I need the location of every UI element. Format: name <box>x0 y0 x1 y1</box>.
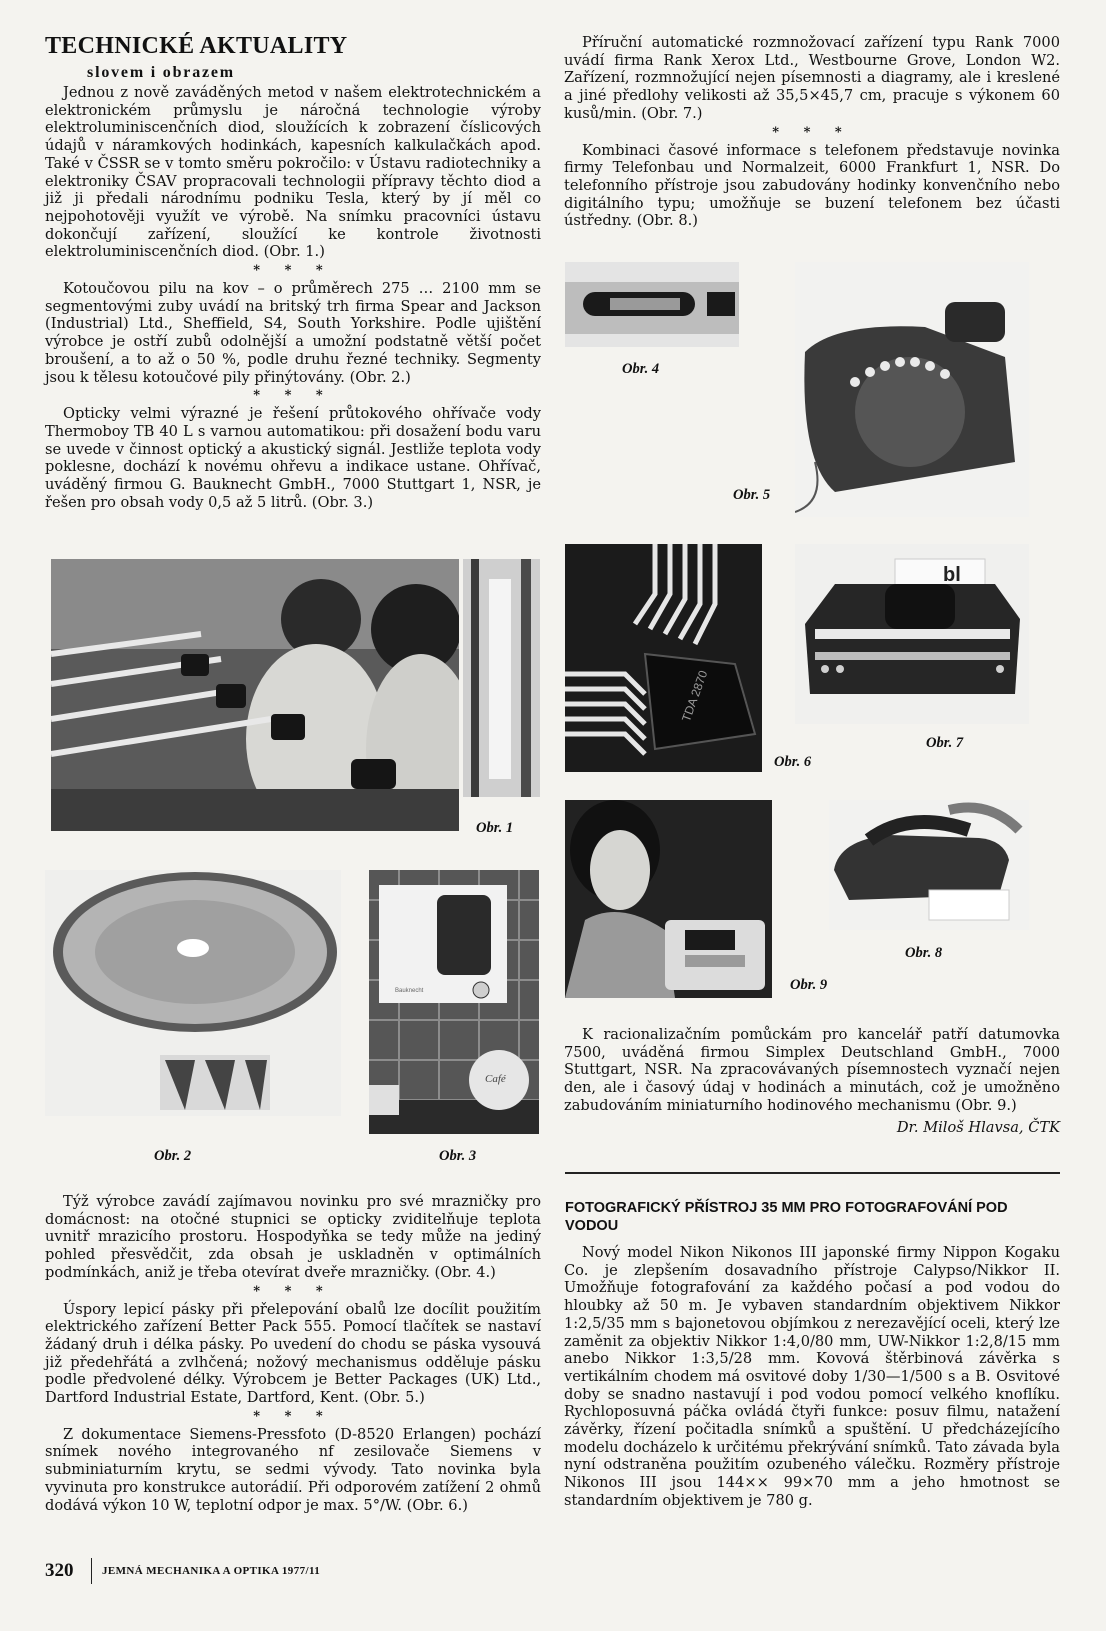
pot-label: Café <box>485 1073 506 1085</box>
page-title: TECHNICKÉ AKTUALITY <box>45 33 348 59</box>
caption-obr3: Obr. 3 <box>439 1148 477 1164</box>
caption-obr9: Obr. 9 <box>790 977 828 993</box>
right-column-datumovka <box>564 1026 1060 1136</box>
separator-stars: * * * <box>253 388 333 404</box>
photo-circular-saw <box>45 870 341 1116</box>
separator-stars: * * * <box>253 1408 333 1424</box>
article-clock-telephone: Kombinaci časové informace s telefonem představuje novinka firmy Telefonbau und Normalzeit, 6000 Frankfurt 1, NSR. Do telefonního přístroje jsou zabudovány hodinky konvenčního nebo digitálního typu; umožňuje se buzení telefonem bez účasti ústředny. (Obr. 8.) <box>564 141 1060 230</box>
caption-obr7: Obr. 7 <box>926 735 964 751</box>
caption-obr4: Obr. 4 <box>622 361 660 377</box>
page-subtitle: slovem i obrazem <box>87 64 235 81</box>
article-heading-nikonos: FOTOGRAFICKÝ PŘÍSTROJ 35 MM PRO FOTOGRAFOVÁNÍ POD VODOU <box>565 1200 1008 1234</box>
photo-lab-workers <box>51 559 459 831</box>
right-column-text <box>564 34 1060 230</box>
photo-tape-dispenser <box>795 262 1029 517</box>
article-tape-dispenser: Úspory lepicí pásky při přelepování obalů lze docílit použitím elektrického zařízení Better Pack 555. Pomocí tlačítek se nastaví žádaný druh i délka pásky. Po uvedení do chodu se páska vysouvá již předehřátá a zvlhčená; nožový mechanismus odděluje pásku podle předvolené délky. Výrobcem je Better Packages (UK) Ltd., Dartford Industrial Estate, Dartford, Kent. (Obr. 5.) <box>45 1300 541 1407</box>
photo-clock-telephone <box>829 800 1029 930</box>
article-author: Dr. Miloš Hlavsa, ČTK <box>896 1118 1060 1136</box>
photo-water-heater <box>369 870 539 1134</box>
section-divider <box>565 1172 1060 1174</box>
separator-stars: * * * <box>772 124 852 140</box>
article-nikonos: Nový model Nikon Nikonos III japonské firmy Nippon Kogaku Co. je zlepšením dosavadního přístroje Calypso/Nikkor II. Umožňuje fotografování za každého počasí a pod vodou do hloubky až 50 m. Je vybaven standardním objektivem Nikkor 1:2,5/35 mm s bajonetovou objímkou z nerezavějící oceli, který lze zaměnit za objektiv Nikkor 1:4,0/80 mm, UW-Nikkor 1:2,8/15 mm anebo Nikkor 1:3,5/28 mm. Kovová štěrbinová závěrka s vertikálním chodem má osvitové doby 1/30—1/500 s a B. Osvitové doby se snadno nastavují i pod vodou pomocí velkého knoflíku. Rychloposuvná páčka ovládá čtyři funkce: posuv filmu, natažení závěrky, řízení počitadla snímků a spuštění. U předcházejícího modelu docházelo k určitému překrývání snímků. Tato závada byla nyní odstraněna použitím ozubeného válečku. Rozměry přístroje Nikonos III jsou 144×× 99×70 mm a jeho hmotnost se standardním objektivem je 780 g. <box>564 1244 1060 1509</box>
article-date-stamp: K racionalizačním pomůckám pro kancelář patří datumovka 7500, uváděná firmou Simplex Deutschland GmbH., 7000 Stuttgart, NSR. Na zpracovávaných písemnostech vyznačí nejen den, ale i časový údaj v hodinách a minutách, což je umožněno zabudováním miniaturního hodinového mechanismu (Obr. 9.) <box>564 1026 1060 1114</box>
left-column-text <box>45 84 541 511</box>
bottom-left-column-text <box>45 1193 541 1514</box>
page-number: 320 <box>45 1560 74 1581</box>
article-siemens-ic: Z dokumentace Siemens-Pressfoto (D-8520 Erlangen) pochází snímek nového integrovaného nf zesilovače Siemens v subminiaturním krytu, se sedmi vývody. Tato novinka byla vyvinuta pro konstrukce autorádií. Při odporovém zatížení 2 ohmů dodává výkon 10 W, teplotní odpor je max. 5°/W. (Obr. 6.) <box>45 1425 541 1514</box>
chip-marking: TDA 2870 <box>678 668 711 724</box>
bottom-right-column-text <box>564 1244 1060 1510</box>
article-water-heater: Opticky velmi výrazné je řešení průtokového ohřívače vody Thermoboy TB 40 L s varnou automatikou: při dosažení bodu varu se uvede v činnost optický a akustický signál. Jestliže teplota vody poklesne, dochází k novému ohřevu a indikace ustane. Ohřívač, uváděný firmou G. Bauknecht GmbH., 7000 Stuttgart 1, NSR, je řešen pro obsah vody 0,5 až 5 litrů. (Obr. 3.) <box>45 405 541 511</box>
caption-obr6: Obr. 6 <box>774 754 812 770</box>
caption-obr2: Obr. 2 <box>154 1148 192 1164</box>
photo-ic-amplifier <box>565 544 762 772</box>
journal-name: JEMNÁ MECHANIKA A OPTIKA 1977/11 <box>102 1565 321 1577</box>
caption-obr8: Obr. 8 <box>905 945 943 961</box>
separator-stars: * * * <box>253 1283 333 1299</box>
photo-copier <box>795 544 1029 724</box>
copier-label: bl <box>943 564 961 586</box>
article-circular-saw: Kotoučovou pilu na kov – o průměrech 275 … 2100 mm se segmentovými zuby uvádí na britský trh firma Spear and Jackson (Industrial) Ltd., Sheffield, S4, South Yorkshire. Podle ujištění výrobce je ostří zubů odolnější a umožní podstatně větší počet broušení, a to až o 50 %, podle druhu řezné techniky. Segmenty jsou k tělesu kotoučové pily přinýtovány. (Obr. 2.) <box>45 280 541 386</box>
photo-date-stamp <box>565 800 772 998</box>
footer-divider <box>91 1558 92 1584</box>
article-freezer-dial: Týž výrobce zavádí zajímavou novinku pro své mrazničky pro domácnost: na otočné stupnici se opticky zviditelňuje teplota uvnitř mrazicího prostoru. Hospodyňka se tedy může na jediný pohled přesvědčit, zda obsah je uskladněn v optimálních podmínkách, aniž je třeba otevírat dveře mrazničky. (Obr. 4.) <box>45 1193 541 1281</box>
caption-obr1: Obr. 1 <box>476 820 514 836</box>
photo-freezer-dial <box>565 262 739 347</box>
heater-brand-label: Bauknecht <box>395 988 424 994</box>
article-copier: Příruční automatické rozmnožovací zařízení typu Rank 7000 uvádí firma Rank Xerox Ltd., Westbourne Grove, London W2. Zařízení, rozmnožující nejen písemnosti a diagramy, ale i kreslené a jiné předlohy velikosti až 35,5×45,7 cm, pracuje s výkonem 60 kusů/min. (Obr. 7.) <box>564 34 1060 122</box>
article-freezer-leds: Jednou z nově zaváděných metod v našem elektrotechnickém a elektronickém průmyslu je náročná technologie výroby elektroluminiscenčních diod, sloužících k zobrazení číslicových údajů v náramkových hodinkách, kapesních kalkulačkách apod. Také v ČSSR se v tomto směru pokročilo: v Ústavu radiotechniky a elektroniky ČSAV propracovali technologii přípravy těchto diod a již ji předali národnímu podniku Tesla, který by jí měl co nejpohotověji využít ve výrobě. Na snímku pracovníci ústavu dokončují zařízení, sloužící ke kontrole životnosti elektroluminiscenčních diod. (Obr. 1.) <box>45 84 541 261</box>
separator-stars: * * * <box>253 263 333 279</box>
caption-obr5: Obr. 5 <box>733 487 771 503</box>
photo-clock-strip <box>463 559 540 797</box>
